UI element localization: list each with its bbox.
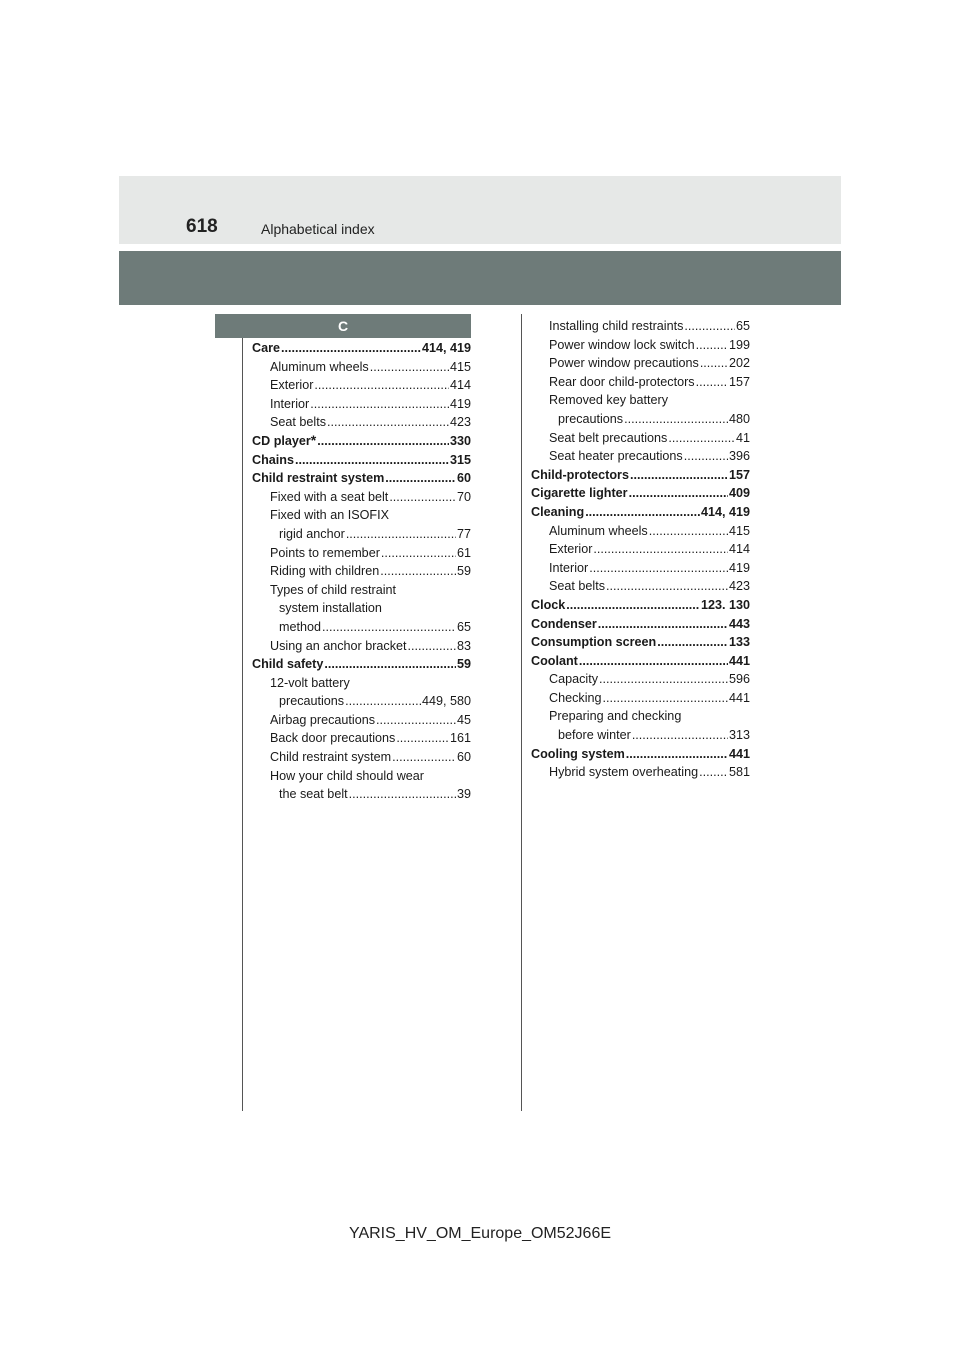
entry-term: Checking [549, 690, 602, 705]
page-number: 618 [186, 216, 218, 237]
page-reference: 315 [449, 452, 471, 467]
index-subentry [252, 358, 471, 377]
index-subentry [252, 637, 471, 656]
page-reference: 65 [735, 319, 750, 333]
index-subentry [531, 429, 750, 448]
dot-leader [598, 615, 728, 634]
entry-term: Interior [270, 396, 310, 411]
index-entry [531, 484, 750, 503]
entry-term: Fixed with a seat belt [270, 489, 389, 504]
page-reference: 157 [728, 374, 750, 389]
page-reference: 414 [728, 542, 750, 557]
entry-term: Rear door child-protectors [549, 374, 695, 389]
dot-leader [585, 503, 700, 522]
dot-leader [376, 711, 456, 730]
entry-term: Cigarette lighter [531, 486, 628, 501]
page-reference: 443 [728, 616, 750, 631]
dot-leader [593, 540, 728, 559]
entry-term: Child-protectors [531, 467, 629, 482]
dot-leader [381, 544, 456, 563]
index-entry [531, 596, 750, 615]
index-column-left [252, 339, 471, 804]
document-code: YARIS_HV_OM_Europe_OM52J66E [348, 1225, 612, 1242]
dot-leader [385, 469, 456, 488]
page-reference: 414 [449, 378, 471, 393]
dot-leader [314, 376, 449, 395]
index-entry [252, 339, 471, 358]
index-subentry [252, 395, 471, 414]
entry-term: Types of child restraint [270, 582, 396, 597]
entry-term: Points to remember [270, 545, 380, 560]
entry-term: Child restraint system [252, 471, 385, 486]
index-subentry [252, 618, 471, 637]
dot-leader [281, 339, 421, 358]
dot-leader [396, 729, 449, 748]
page-reference: 415 [449, 359, 471, 374]
index-entry [531, 466, 750, 485]
entry-term: precautions [279, 694, 345, 709]
page-reference: 83 [456, 638, 471, 653]
page-reference: 41 [735, 430, 750, 445]
page-reference: 65 [456, 619, 471, 634]
index-subentry [252, 562, 471, 581]
entry-term: Condenser [531, 616, 597, 631]
page-reference: 480 [728, 411, 750, 426]
entry-term: Exterior [549, 542, 593, 557]
index-subentry [531, 540, 750, 559]
dot-leader [324, 655, 456, 674]
index-subentry [252, 581, 471, 600]
page-reference: 423 [728, 579, 750, 594]
entry-term: Clock [531, 597, 566, 612]
index-subentry [531, 559, 750, 578]
dot-leader [700, 354, 728, 373]
entry-term: Seat belts [549, 579, 606, 594]
page-reference: 423 [449, 415, 471, 430]
dot-leader [684, 447, 728, 466]
entry-term: method [279, 619, 322, 634]
page-reference: 414, 419 [421, 341, 471, 355]
index-subentry [531, 689, 750, 708]
entry-term: Fixed with an ISOFIX [270, 508, 389, 523]
page-reference: 70 [456, 489, 471, 504]
page-reference: 157 [728, 467, 750, 482]
index-subentry [252, 413, 471, 432]
index-entry [252, 655, 471, 674]
page-reference: 61 [456, 545, 471, 560]
index-subentry [252, 525, 471, 544]
dot-leader [606, 577, 728, 596]
dot-leader [632, 726, 728, 745]
index-entry [531, 503, 750, 522]
entry-term: 12-volt battery [270, 675, 350, 690]
section-title: Alphabetical index [261, 221, 375, 237]
entry-term: Airbag precautions [270, 712, 376, 727]
dot-leader [370, 358, 449, 377]
index-subentry [531, 707, 750, 726]
entry-term: Power window precautions [549, 356, 699, 371]
entry-term: Care [252, 341, 281, 355]
page-reference: 161 [449, 731, 471, 746]
index-subentry [252, 599, 471, 618]
index-subentry [252, 674, 471, 693]
index-subentry [531, 391, 750, 410]
header-top-band [119, 176, 841, 244]
index-subentry [252, 544, 471, 563]
entry-term: Seat belts [270, 415, 327, 430]
entry-term: system installation [279, 601, 382, 616]
entry-term: Seat belt precautions [549, 430, 668, 445]
column-divider-right [521, 314, 522, 1111]
index-entry [531, 745, 750, 764]
index-column-right [531, 317, 750, 782]
entry-term: Child safety [252, 657, 324, 672]
entry-term: Consumption screen [531, 635, 657, 650]
index-subentry [252, 506, 471, 525]
dot-leader [649, 522, 728, 541]
page-reference: 330 [449, 433, 471, 448]
entry-term: Hybrid system overheating [549, 765, 699, 780]
index-entry [531, 652, 750, 671]
index-subentry [531, 336, 750, 355]
entry-term: rigid anchor [279, 526, 345, 541]
index-subentry [252, 748, 471, 767]
entry-term: Interior [549, 560, 589, 575]
page-reference: 415 [728, 523, 750, 538]
index-subentry [531, 726, 750, 745]
dot-leader [684, 317, 735, 336]
header-dark-band [119, 251, 841, 305]
page-reference: 39 [456, 787, 471, 802]
page-reference: 60 [456, 750, 471, 765]
page-reference: 441 [728, 653, 750, 668]
index-subentry [531, 317, 750, 336]
index-subentry [531, 763, 750, 782]
page-reference: 60 [456, 471, 471, 486]
index-entry [531, 615, 750, 634]
dot-leader [295, 451, 449, 470]
dot-leader [630, 466, 728, 485]
page-reference: 59 [456, 564, 471, 579]
page-reference: 414, 419 [700, 504, 750, 519]
index-subentry [531, 577, 750, 596]
entry-term: Back door precautions [270, 731, 396, 746]
page-reference: 133 [728, 635, 750, 650]
entry-term: precautions [558, 411, 624, 426]
index-subentry [531, 447, 750, 466]
dot-leader [696, 336, 728, 355]
dot-leader [392, 748, 456, 767]
dot-leader [310, 395, 449, 414]
page-reference: 409 [728, 486, 750, 501]
entry-term: Cooling system [531, 746, 625, 761]
dot-leader [699, 763, 728, 782]
entry-term: Child restraint system [270, 750, 392, 765]
dot-leader [322, 618, 456, 637]
index-subentry [531, 410, 750, 429]
entry-term: Seat heater precautions [549, 449, 683, 464]
index-entry [531, 633, 750, 652]
index-subentry [252, 711, 471, 730]
dot-leader [624, 410, 728, 429]
page-reference: 396 [728, 449, 750, 464]
page-reference: 59 [456, 657, 471, 672]
page-reference: 123. 130 [700, 597, 750, 612]
page-reference: 441 [728, 746, 750, 761]
index-subentry [531, 522, 750, 541]
page-reference: 441 [728, 690, 750, 705]
dot-leader [380, 562, 456, 581]
page-reference: 596 [728, 672, 750, 687]
dot-leader [626, 745, 728, 764]
index-letter-tab: C [215, 314, 471, 338]
entry-term: Removed key battery [549, 393, 668, 408]
dot-leader [599, 670, 728, 689]
dot-leader [408, 637, 456, 656]
dot-leader [579, 652, 728, 671]
entry-term: Coolant [531, 653, 578, 668]
entry-term: Capacity [549, 672, 598, 687]
entry-term: Riding with children [270, 564, 380, 579]
dot-leader [696, 373, 728, 392]
dot-leader [603, 689, 728, 708]
index-entry [252, 451, 471, 470]
entry-term: CD player [252, 433, 311, 448]
entry-term: before winter [558, 728, 631, 743]
page-reference: 419 [449, 396, 471, 411]
index-subentry [531, 373, 750, 392]
index-entry: CD player * ..... 330 [252, 432, 471, 451]
index-entry [252, 469, 471, 488]
entry-term: Aluminum wheels [549, 523, 648, 538]
entry-term: Installing child restraints [549, 319, 684, 333]
index-subentry [252, 785, 471, 804]
index-subentry [252, 729, 471, 748]
entry-term: How your child should wear [270, 768, 424, 783]
page-reference: 313 [728, 728, 750, 743]
index-subentry [252, 767, 471, 786]
page-reference: 202 [728, 356, 750, 371]
dot-leader [657, 633, 728, 652]
entry-term: Using an anchor bracket [270, 638, 407, 653]
page-reference: 77 [456, 526, 471, 541]
entry-term: Preparing and checking [549, 709, 682, 724]
dot-leader [668, 429, 735, 448]
page-reference: 581 [728, 765, 750, 780]
dot-leader [327, 413, 449, 432]
dot-leader [345, 692, 421, 711]
index-subentry [531, 354, 750, 373]
entry-term: Power window lock switch [549, 337, 695, 352]
dot-leader [629, 484, 728, 503]
page-reference: 449, 580 [421, 694, 471, 709]
entry-term: Chains [252, 452, 294, 467]
entry-term: Cleaning [531, 504, 585, 519]
index-subentry [252, 376, 471, 395]
entry-term: Aluminum wheels [270, 359, 369, 374]
page-reference: 199 [728, 337, 750, 352]
dot-leader [589, 559, 728, 578]
page-reference: 45 [456, 712, 471, 727]
page-reference: 419 [728, 560, 750, 575]
dot-leader [346, 525, 456, 544]
entry-term: the seat belt [279, 787, 348, 802]
dot-leader [317, 432, 449, 451]
index-subentry [252, 692, 471, 711]
dot-leader [389, 488, 456, 507]
index-subentry [531, 670, 750, 689]
dot-leader [566, 596, 700, 615]
entry-term: Exterior [270, 378, 314, 393]
index-subentry [252, 488, 471, 507]
dot-leader [349, 785, 456, 804]
column-divider-left [242, 338, 243, 1111]
